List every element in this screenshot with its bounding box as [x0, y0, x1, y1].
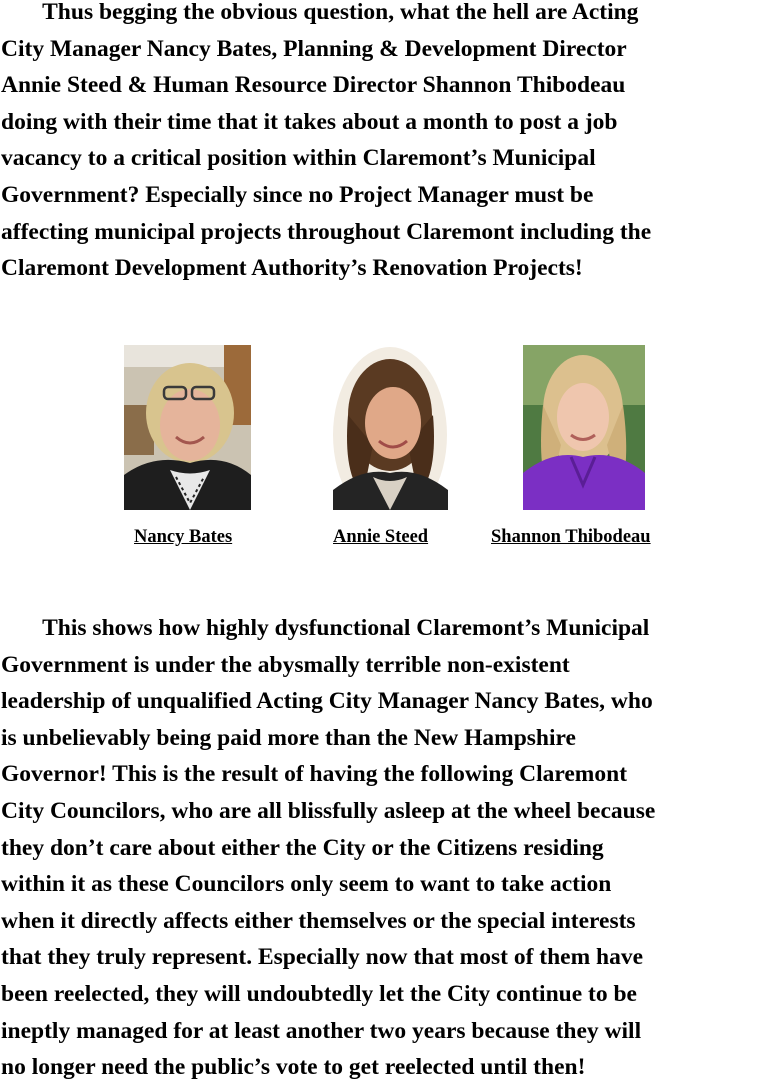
paragraph-2-line: Government is under the abysmally terrible non-existent — [1, 651, 570, 678]
caption-nancy-bates: Nancy Bates — [134, 527, 233, 547]
caption-shannon-thibodeau: Shannon Thibodeau — [491, 527, 651, 547]
paragraph-2-line: they don’t care about either the City or the Citizens residing — [1, 834, 604, 861]
paragraph-2-line: that they truly represent. Especially now that most of them have — [1, 944, 644, 971]
paragraph-1-line: affecting municipal projects throughout Claremont including the — [1, 218, 652, 245]
paragraph-2-line: City Councilors, who are all blissfully asleep at the wheel because — [1, 797, 656, 824]
paragraph-2-line: This shows how highly dysfunctional Claremont’s Municipal — [1, 615, 650, 641]
paragraph-2-line: when it directly affects either themselves or the special interests — [1, 907, 636, 934]
paragraph-2-line: no longer need the public’s vote to get reelected until then! — [1, 1054, 586, 1081]
portrait-photo-icon — [523, 345, 645, 510]
paragraph-1-line: doing with their time that it takes about a month to post a job — [1, 108, 618, 135]
shannon-thibodeau-photo — [523, 345, 645, 510]
paragraph-2-line: ineptly managed for at least another two years because they will — [1, 1017, 642, 1044]
nancy-bates-photo — [124, 345, 251, 510]
paragraph-2-line: is unbelievably being paid more than the New Hampshire — [1, 724, 576, 751]
paragraph-1-line: Thus begging the obvious question, what the hell are Acting — [1, 0, 639, 25]
paragraph-1-line: vacancy to a critical position within Claremont’s Municipal — [1, 145, 596, 172]
paragraph-2-line: within it as these Councilors only seem to want to take action — [1, 871, 612, 898]
portrait-photo-icon — [124, 345, 251, 510]
annie-steed-photo — [333, 345, 448, 510]
paragraph-1-line: Claremont Development Authority’s Renovation Projects! — [1, 255, 583, 282]
paragraph-1-line: Annie Steed & Human Resource Director Shannon Thibodeau — [1, 72, 626, 99]
portrait-photo-icon — [333, 345, 448, 510]
caption-annie-steed: Annie Steed — [333, 527, 429, 547]
paragraph-2 — [1, 610, 765, 1086]
paragraph-1 — [1, 0, 765, 287]
paragraph-2-line: leadership of unqualified Acting City Manager Nancy Bates, who — [1, 688, 653, 715]
paragraph-2-line: been reelected, they will undoubtedly let the City continue to be — [1, 980, 637, 1007]
paragraph-2-line: Governor! This is the result of having the following Claremont — [1, 761, 628, 788]
paragraph-1-line: City Manager Nancy Bates, Planning & Development Director — [1, 35, 627, 62]
paragraph-1-line: Government? Especially since no Project Manager must be — [1, 181, 594, 208]
